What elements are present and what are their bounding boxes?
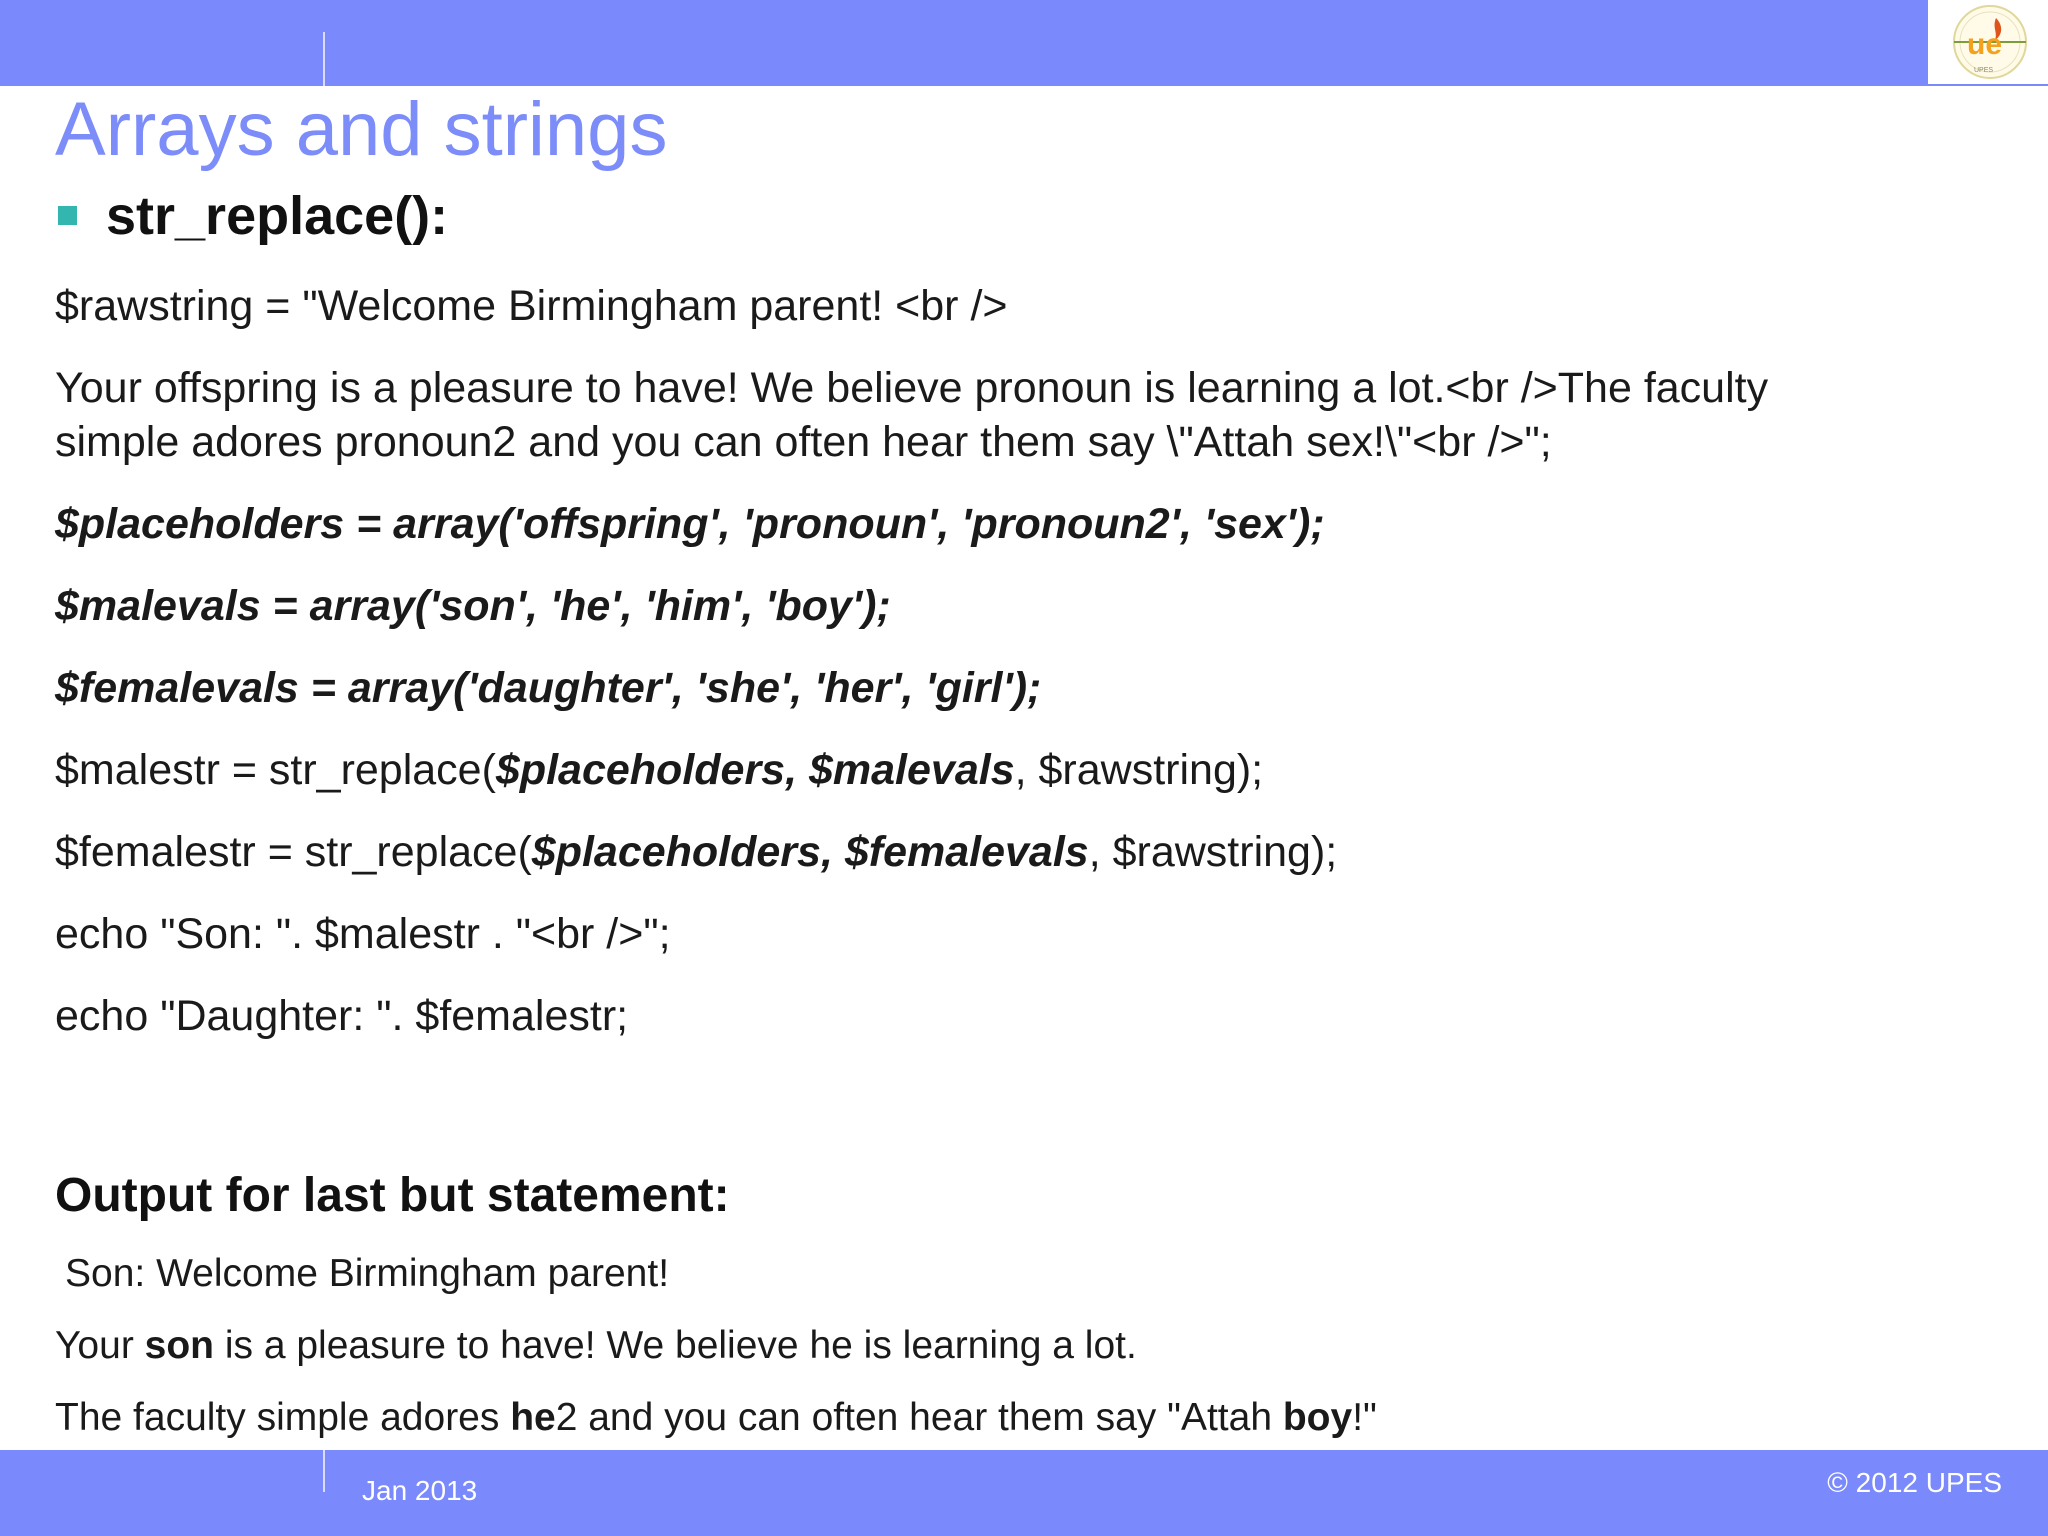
code-malestr-prefix: $malestr = str_replace(	[55, 746, 496, 794]
footer-date: Jan 2013	[362, 1475, 478, 1506]
code-malevals: $malevals = array('son', 'he', 'him', 'boy');	[55, 582, 891, 630]
output-line-2	[55, 1322, 1137, 1370]
output-line-1: Son: Welcome Birmingham parent!	[65, 1252, 670, 1295]
output-line-3-b: he	[510, 1396, 556, 1439]
svg-text:UPES: UPES	[1974, 67, 1994, 74]
code-rawstring: $rawstring = "Welcome Birmingham parent! <br />	[55, 282, 1008, 330]
output-heading: Output for last but statement:	[55, 1169, 730, 1222]
output-line-3-d: boy	[1282, 1396, 1353, 1439]
footer-bar	[0, 1450, 2048, 1536]
code-femalestr-args: $placeholders, $femalevals	[531, 828, 1089, 876]
code-placeholders: $placeholders = array('offspring', 'pronoun', 'pronoun2', 'sex');	[55, 500, 1325, 548]
code-femalestr-prefix: $femalestr = str_replace(	[55, 828, 532, 876]
code-femalevals: $femalevals = array('daughter', 'she', 'her', 'girl');	[55, 664, 1042, 712]
bullet-square-icon	[58, 206, 77, 225]
slide-title: Arrays and strings	[55, 87, 668, 172]
output-line-2-b: son	[144, 1324, 214, 1367]
output-line-3-a: The faculty simple adores	[55, 1396, 511, 1439]
code-malestr-args: $placeholders, $malevals	[495, 746, 1015, 794]
code-malestr	[55, 742, 1263, 798]
header-divider	[323, 32, 325, 86]
footer-copyright: © 2012 UPES	[1827, 1467, 2002, 1498]
code-body-line-2: simple adores pronoun2 and you can often hear them say \"Attah sex!\"<br />";	[55, 418, 1552, 466]
university-logo	[1928, 0, 2048, 84]
code-echo-daughter: echo "Daughter: ". $femalestr;	[55, 992, 629, 1040]
code-femalestr-suffix: , $rawstring);	[1088, 828, 1338, 876]
output-line-3-c: 2 and you can often hear them say "Attah	[555, 1396, 1283, 1439]
output-line-3	[55, 1394, 1377, 1442]
footer-divider	[323, 1450, 325, 1492]
output-line-2-c: is a pleasure to have! We believe he is learning a lot.	[213, 1324, 1137, 1367]
code-echo-son: echo "Son: ". $malestr . "<br />";	[55, 910, 671, 958]
code-malestr-suffix: , $rawstring);	[1014, 746, 1264, 794]
output-line-2-a: Your	[55, 1324, 145, 1367]
code-femalestr	[55, 824, 1337, 880]
header-bar	[0, 0, 2048, 86]
svg-text:ue: ue	[1967, 28, 2003, 61]
output-line-3-e: !"	[1352, 1396, 1377, 1439]
logo-emblem-icon	[1940, 2, 2040, 82]
bullet-text: str_replace():	[106, 186, 449, 246]
code-body-line-1: Your offspring is a pleasure to have! We believe pronoun is learning a lot.<br />The faculty	[55, 364, 1769, 412]
